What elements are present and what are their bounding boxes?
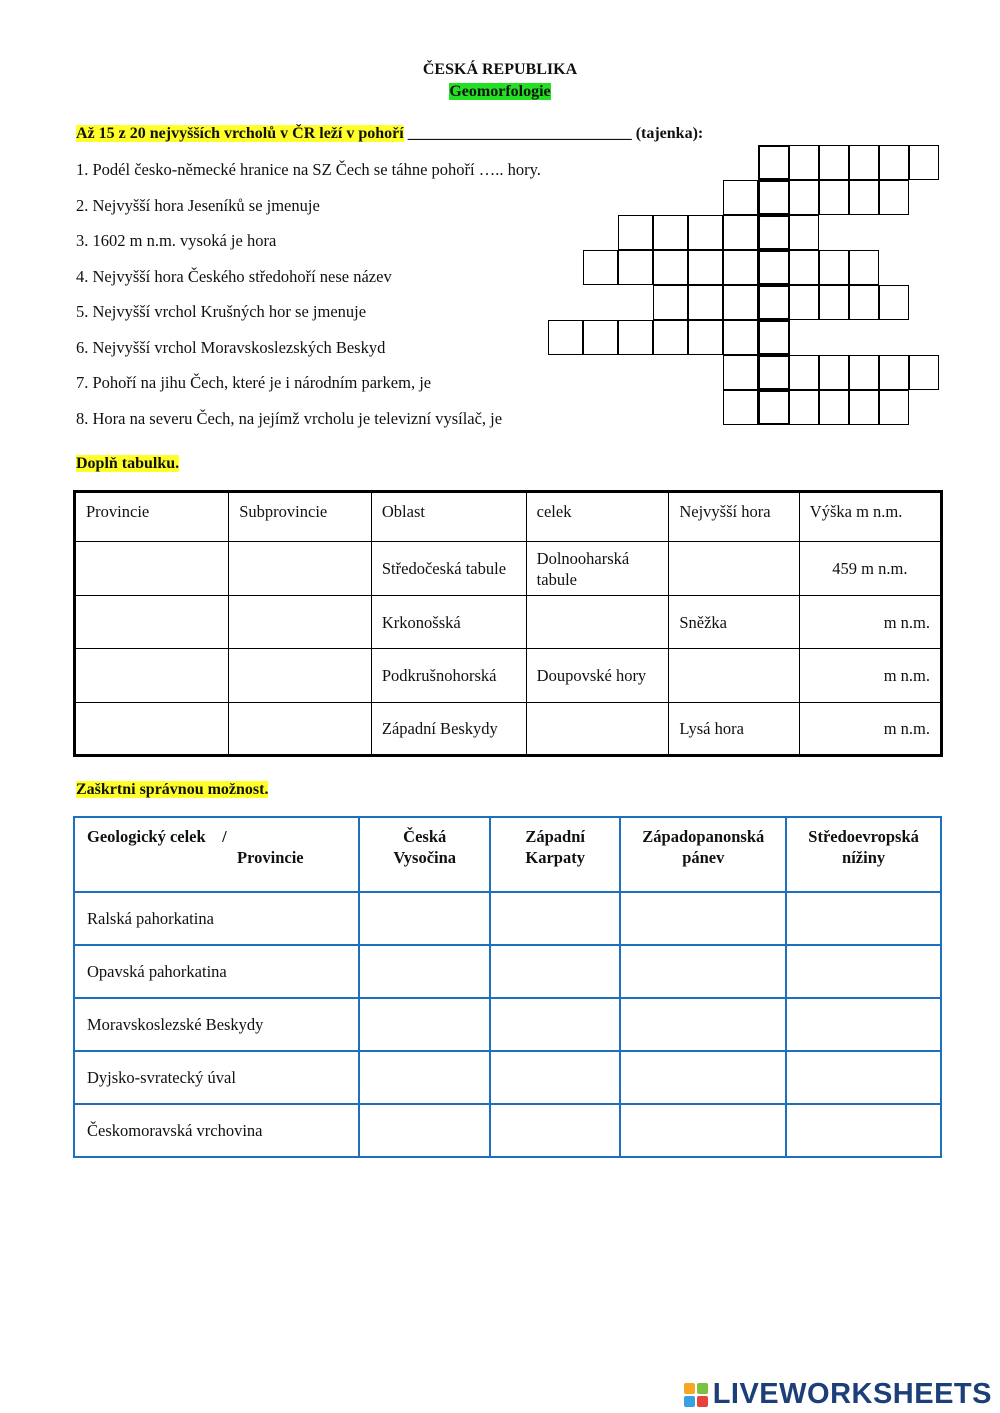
crossword-cell[interactable] (723, 390, 758, 425)
crossword-clue: 6. Nejvyšší vrchol Moravskoslezských Beskyd (76, 338, 386, 357)
crossword-cell[interactable] (879, 180, 909, 215)
table2-unit-label: Moravskoslezské Beskydy (74, 998, 359, 1051)
crossword-key-cell[interactable] (758, 285, 790, 320)
table1-cell[interactable] (229, 542, 372, 596)
table2-check-cell[interactable] (620, 1104, 786, 1157)
logo-text: LIVEWORKSHEETS (712, 1378, 992, 1410)
crossword-key-cell[interactable] (758, 180, 790, 215)
crossword-cell[interactable] (618, 250, 653, 285)
table2-check-cell[interactable] (786, 945, 941, 998)
table2-heading-text: Zaškrtni správnou možnost. (76, 781, 269, 798)
table1-cell[interactable]: m n.m. (799, 649, 941, 703)
table2-header-row (74, 817, 941, 892)
crossword-blank: ____________________________ (407, 125, 632, 142)
crossword-cell[interactable] (723, 250, 758, 285)
table1-cell: Sněžka (669, 596, 799, 649)
table2-row (74, 945, 941, 998)
page-title: ČESKÁ REPUBLIKA (422, 61, 578, 78)
crossword-cell[interactable] (879, 390, 909, 425)
crossword-clue: 1. Podél česko-německé hranice na SZ Čech se táhne pohoří ….. hory. (76, 160, 541, 179)
table2-check-cell[interactable] (359, 998, 489, 1051)
crossword-suffix: (tajenka): (635, 125, 704, 142)
table1-cell[interactable] (229, 703, 372, 756)
crossword-key-cell[interactable] (758, 215, 790, 250)
table1-cell[interactable] (229, 596, 372, 649)
crossword-cell[interactable] (688, 215, 723, 250)
table2-province-header: Středoevropská nížiny (786, 817, 941, 892)
crossword-key-cell[interactable] (758, 390, 790, 425)
crossword-cell[interactable] (723, 215, 758, 250)
table1-cell: Dolnooharská tabule (526, 542, 669, 596)
liveworksheets-logo (684, 1378, 992, 1411)
table1-cell[interactable]: 459 m n.m. (799, 542, 941, 596)
table2-check-cell[interactable] (490, 1104, 620, 1157)
table2-check-cell[interactable] (359, 892, 489, 945)
crossword-cell[interactable] (879, 285, 909, 320)
crossword-cell[interactable] (653, 285, 688, 320)
table2-unit-label: Opavská pahorkatina (74, 945, 359, 998)
crossword-cell[interactable] (819, 390, 849, 425)
table1-cell[interactable] (75, 703, 229, 756)
crossword-cell[interactable] (723, 285, 758, 320)
corner-label-bottom: Provincie (237, 848, 304, 867)
table1-cell[interactable] (526, 596, 669, 649)
crossword-cell[interactable] (548, 320, 583, 355)
crossword-cell[interactable] (879, 355, 909, 390)
table1-header-row (75, 492, 942, 542)
table2-check-cell[interactable] (620, 892, 786, 945)
crossword-clue: 2. Nejvyšší hora Jeseníků se jmenuje (76, 196, 320, 215)
crossword-cell[interactable] (849, 250, 879, 285)
crossword-cell[interactable] (789, 215, 819, 250)
table2-row (74, 892, 941, 945)
table1-header-cell: Výška m n.m. (799, 492, 941, 542)
table2-check-cell[interactable] (620, 1051, 786, 1104)
crossword-clue: 8. Hora na severu Čech, na jejímž vrcholu je televizní vysílač, je (76, 409, 503, 428)
table1-header-cell: Nejvyšší hora (669, 492, 799, 542)
crossword-cell[interactable] (849, 180, 879, 215)
crossword-cell[interactable] (819, 180, 849, 215)
crossword-cell[interactable] (789, 390, 819, 425)
crossword-cell[interactable] (789, 285, 819, 320)
check-table (73, 816, 942, 1158)
table2-check-cell[interactable] (620, 998, 786, 1051)
crossword-prompt: Až 15 z 20 nejvyšších vrcholů v ČR leží v pohoří (76, 125, 404, 142)
table1-row (75, 596, 942, 649)
table1-header-cell: Provincie (75, 492, 229, 542)
crossword-cell[interactable] (909, 355, 939, 390)
table1-cell[interactable] (75, 596, 229, 649)
crossword-cell[interactable] (653, 250, 688, 285)
crossword-clue: 7. Pohoří na jihu Čech, které je i národním parkem, je (76, 373, 432, 392)
crossword-cell[interactable] (618, 215, 653, 250)
table1-row (75, 649, 942, 703)
crossword-heading (76, 125, 703, 143)
table2-check-cell[interactable] (786, 1051, 941, 1104)
table1-cell: Podkrušnohorská (371, 649, 526, 703)
table1-cell: Doupovské hory (526, 649, 669, 703)
crossword-cell[interactable] (723, 180, 758, 215)
table1-cell[interactable]: m n.m. (799, 703, 941, 756)
table2-check-cell[interactable] (490, 1051, 620, 1104)
table2-unit-label: Českomoravská vrchovina (74, 1104, 359, 1157)
table2-check-cell[interactable] (620, 945, 786, 998)
crossword-cell[interactable] (688, 285, 723, 320)
table2-check-cell[interactable] (359, 945, 489, 998)
crossword-cell[interactable] (789, 145, 819, 180)
table1-cell[interactable]: m n.m. (799, 596, 941, 649)
crossword-cell[interactable] (849, 285, 879, 320)
table1-cell[interactable] (669, 649, 799, 703)
table2-check-cell[interactable] (490, 998, 620, 1051)
crossword-cell[interactable] (653, 320, 688, 355)
crossword-cell[interactable] (688, 320, 723, 355)
crossword-clue: 4. Nejvyšší hora Českého středohoří nese název (76, 267, 392, 286)
table2-check-cell[interactable] (359, 1104, 489, 1157)
table2-corner-cell (74, 817, 359, 892)
crossword-key-cell[interactable] (758, 145, 790, 180)
table2-check-cell[interactable] (786, 892, 941, 945)
crossword-cell[interactable] (688, 250, 723, 285)
crossword-cell[interactable] (879, 145, 909, 180)
table2-check-cell[interactable] (359, 1051, 489, 1104)
subtitle-highlight: Geomorfologie (449, 83, 551, 100)
table1-cell[interactable] (669, 542, 799, 596)
crossword-cell[interactable] (819, 285, 849, 320)
crossword-cell[interactable] (618, 320, 653, 355)
crossword-cell[interactable] (849, 390, 879, 425)
fill-table (73, 490, 943, 757)
table1-cell[interactable] (526, 703, 669, 756)
crossword-clue: 5. Nejvyšší vrchol Krušných hor se jmenuje (76, 302, 367, 321)
crossword-cell[interactable] (583, 250, 618, 285)
table2-row (74, 1104, 941, 1157)
crossword-cell[interactable] (723, 355, 758, 390)
table1-header-cell: celek (526, 492, 669, 542)
table2-check-cell[interactable] (786, 1104, 941, 1157)
table2-unit-label: Dyjsko-svratecký úval (74, 1051, 359, 1104)
table2-unit-label: Ralská pahorkatina (74, 892, 359, 945)
crossword-cell[interactable] (653, 215, 688, 250)
logo-mark-icon (684, 1383, 708, 1407)
table1-cell: Krkonošská (371, 596, 526, 649)
table2-heading (76, 781, 268, 799)
table2-check-cell[interactable] (490, 945, 620, 998)
crossword-cell[interactable] (849, 355, 879, 390)
table2-row (74, 1051, 941, 1104)
crossword-cell[interactable] (909, 145, 939, 180)
table1-cell[interactable] (229, 649, 372, 703)
table1-cell: Lysá hora (669, 703, 799, 756)
crossword-cell[interactable] (819, 145, 849, 180)
table1-header-cell: Oblast (371, 492, 526, 542)
table1-cell: Středočeská tabule (371, 542, 526, 596)
crossword-cell[interactable] (789, 180, 819, 215)
table2-check-cell[interactable] (786, 998, 941, 1051)
table1-cell[interactable] (75, 649, 229, 703)
crossword-key-cell[interactable] (758, 250, 790, 285)
table2-row (74, 998, 941, 1051)
table1-row (75, 542, 942, 596)
table1-cell[interactable] (75, 542, 229, 596)
crossword-cell[interactable] (723, 320, 758, 355)
page-subtitle (0, 83, 1000, 101)
corner-label-top: Geologický celek / (87, 827, 227, 846)
crossword-cell[interactable] (819, 250, 849, 285)
table1-header-cell: Subprovincie (229, 492, 372, 542)
crossword-cell[interactable] (583, 320, 618, 355)
table2-province-header: Západní Karpaty (490, 817, 620, 892)
table1-heading (76, 455, 179, 473)
table2-province-header: Česká Vysočina (359, 817, 489, 892)
crossword-cell[interactable] (789, 250, 819, 285)
crossword-cell[interactable] (789, 355, 819, 390)
crossword-clue: 3. 1602 m n.m. vysoká je hora (76, 231, 277, 250)
table2-province-header: Západopanonská pánev (620, 817, 786, 892)
crossword-key-cell[interactable] (758, 320, 790, 355)
table1-cell: Západní Beskydy (371, 703, 526, 756)
crossword-key-cell[interactable] (758, 355, 790, 390)
table2-check-cell[interactable] (490, 892, 620, 945)
crossword-cell[interactable] (819, 355, 849, 390)
table1-heading-text: Doplň tabulku. (76, 455, 180, 472)
crossword-cell[interactable] (849, 145, 879, 180)
table1-row (75, 703, 942, 756)
